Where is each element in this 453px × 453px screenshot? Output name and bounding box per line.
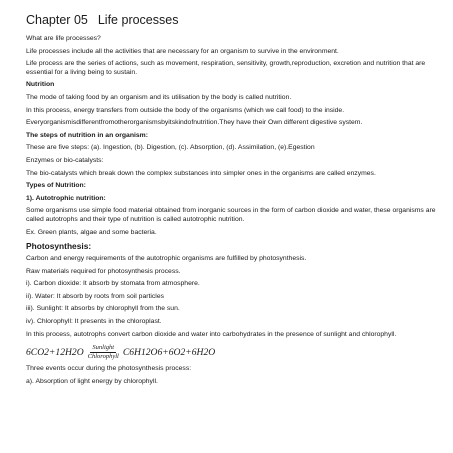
paragraph: Everyorganismisdifferentfromotherorganismsbyitskindofnutrition.They have their Own different digestive system.: [26, 119, 363, 127]
paragraph: Raw materials required for photosynthesis process.: [26, 267, 181, 275]
list-item: ii). Water: It absorb by roots from soil particles: [26, 292, 164, 300]
paragraph: The bio-catalysts which break down the complex substances into simpler ones in the organisms are called enzymes.: [26, 169, 376, 177]
paragraph: In this process, energy transfers from outside the body of the organisms (which we call food) to the inside.: [26, 106, 345, 114]
list-item: iii). Sunlight: It absorbs by chlorophyll from the sun.: [26, 305, 180, 313]
equation-reactants: 6CO2+12H2O: [26, 346, 84, 358]
section-heading-autotrophic: 1). Autotrophic nutrition:: [26, 194, 106, 202]
list-item: i). Carbon dioxide: It absorb by stomata from atmosphere.: [26, 280, 200, 288]
paragraph: Three events occur during the photosynthesis process:: [26, 365, 192, 373]
section-heading-steps: The steps of nutrition in an organism:: [26, 131, 148, 139]
equation-products: C6H12O6+6O2+6H2O: [122, 346, 216, 358]
question-life-processes: What are life processes?: [26, 35, 101, 42]
equation-condition-sunlight: Sunlight: [92, 344, 115, 352]
section-heading-types: Types of Nutrition:: [26, 182, 86, 190]
section-heading-photosynthesis: Photosynthesis:: [26, 241, 92, 252]
equation-arrow-condition: [88, 344, 119, 360]
list-item: iv). Chlorophyll: It presents in the chloroplast.: [26, 318, 162, 326]
paragraph: Enzymes or bio-catalysts:: [26, 156, 104, 164]
paragraph: Life process are the series of actions, such as movement, respiration, sensitivity, growth,reproduction, excretion and nutrition that are essential for a living being to sustain.: [26, 60, 426, 76]
paragraph: The mode of taking food by an organism and its utilisation by the body is called nutrition.: [26, 93, 292, 101]
paragraph: These are five steps: (a). Ingestion, (b). Digestion, (c). Absorption, (d). Assimilation, (e).Egestion: [26, 144, 315, 152]
paragraph: Life processes include all the activities that are necessary for an organism to survive in the environment.: [26, 47, 339, 55]
paragraph: In this process, autotrophs convert carbon dioxide and water into carbohydrates in the presence of sunlight and chlorophyll.: [26, 330, 397, 338]
chapter-number: Chapter 05: [26, 13, 88, 27]
paragraph: Ex. Green plants, algae and some bacteria.: [26, 228, 157, 236]
chapter-topic: Life processes: [97, 13, 179, 27]
equation-condition-chlorophyll: Chlorophyll: [87, 352, 119, 360]
section-heading-nutrition: Nutrition: [26, 81, 55, 89]
paragraph: Carbon and energy requirements of the autotrophic organisms are fulfilled by photosynthesis.: [26, 255, 307, 263]
paragraph: Some organisms use simple food material obtained from inorganic sources in the form of carbon dioxide and water, these organisms are called autotrophs and their type of nutrition is called autotrophic nutrition.: [26, 207, 436, 223]
photosynthesis-equation: [26, 343, 437, 361]
list-item: a). Absorption of light energy by chlorophyll.: [26, 377, 158, 385]
page-title: [26, 13, 437, 28]
